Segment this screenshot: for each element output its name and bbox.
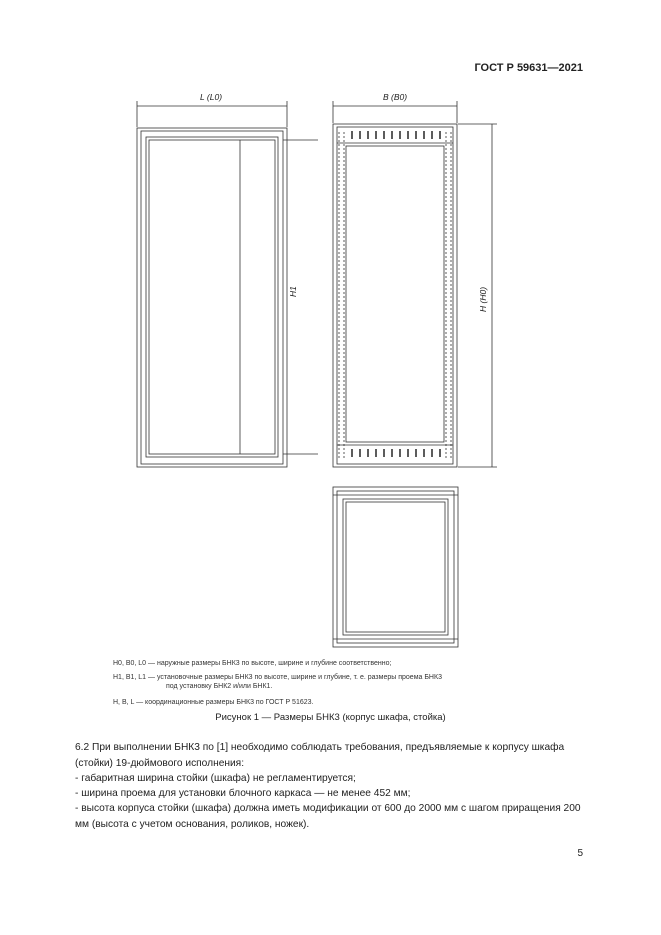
dimension-label-L: L (L0) — [200, 92, 223, 102]
legend-row-outer: H0, B0, L0 — наружные размеры БНК3 по высоте, ширине и глубине соответственно; — [113, 660, 392, 667]
legend-row-coordination: H, B, L — координационные размеры БНК3 по ГОСТ Р 51623. — [113, 699, 314, 706]
dimension-label-H1: H1 — [288, 286, 298, 297]
list-item: - ширина проема для установки блочного каркаса — не менее 452 мм; — [75, 788, 411, 799]
top-view — [333, 487, 458, 647]
page-number: 5 — [577, 848, 583, 859]
side-view — [333, 101, 497, 467]
standard-header: ГОСТ Р 59631—2021 — [474, 62, 583, 74]
list-item: - габаритная ширина стойки (шкафа) не регламентируется; — [75, 773, 356, 784]
front-view — [137, 101, 318, 467]
dimension-label-H: H (H0) — [478, 286, 488, 312]
dimension-label-B: B (B0) — [383, 92, 408, 102]
paragraph-6-2: 6.2 При выполнении БНК3 по [1] необходимо соблюдать требования, предъявляемые к корпусу шкафа (стойки) 19-дюймового исполнения: — [75, 742, 565, 769]
legend-row-installation: H1, B1, L1 — установочные размеры БНК3 по высоте, ширине и глубине, т. е. размеры проема БНК3 под установку БНК2 и/или БНК1. — [113, 674, 442, 690]
figure-caption: Рисунок 1 — Размеры БНК3 (корпус шкафа, стойка) — [215, 712, 446, 723]
list-item: - высота корпуса стойки (шкафа) должна иметь модификации от 600 до 2000 мм с шагом приращения 200 мм (высота с учетом основания, роликов, ножек). — [75, 803, 581, 830]
